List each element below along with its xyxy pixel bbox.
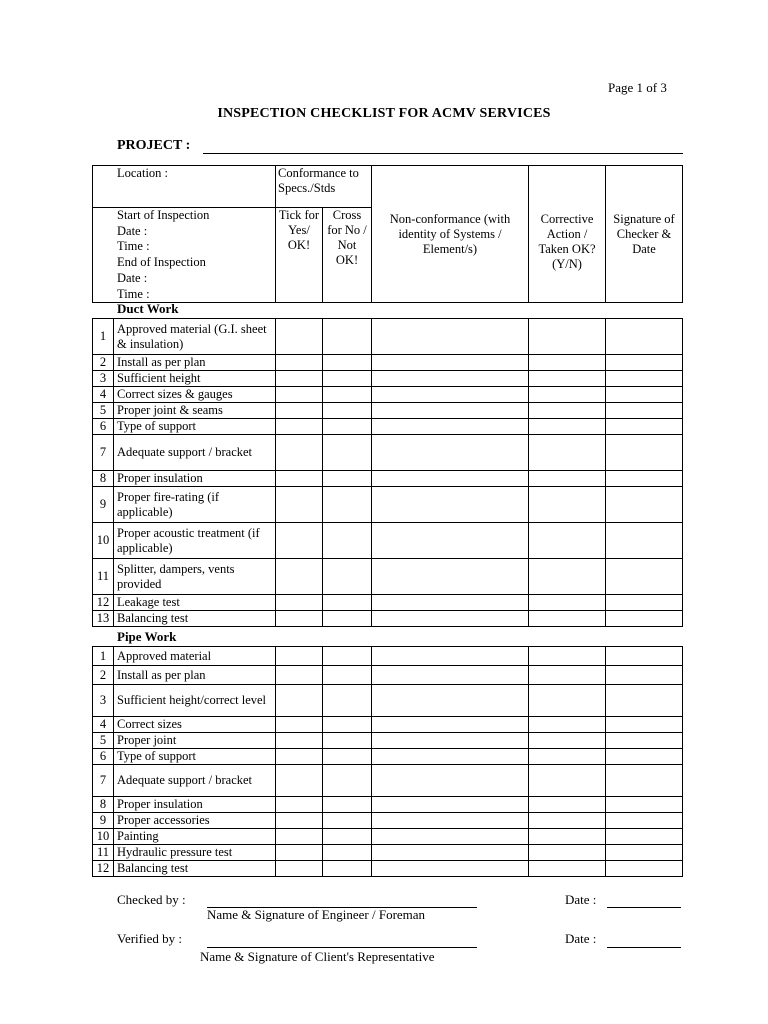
corrective-cell[interactable] — [529, 559, 606, 595]
duct_work-item-number: 11 — [93, 559, 114, 595]
pipe_work-row — [93, 733, 683, 749]
page-number: Page 1 of 3 — [608, 80, 667, 95]
corrective-cell[interactable] — [529, 595, 606, 611]
corrective-cell[interactable] — [529, 749, 606, 765]
corrective-cell[interactable] — [529, 765, 606, 797]
nonconformance-cell[interactable] — [372, 813, 529, 829]
signature-cell[interactable] — [606, 685, 683, 717]
duct_work-item-number: 10 — [93, 523, 114, 559]
duct_work-row — [93, 419, 683, 435]
cross-cell[interactable] — [323, 387, 372, 403]
duct_work-item-label: Correct sizes & gauges — [114, 387, 276, 403]
cross-cell[interactable] — [323, 797, 372, 813]
tick-cell[interactable] — [276, 797, 323, 813]
corrective-cell[interactable] — [529, 471, 606, 487]
corrective-cell[interactable] — [529, 371, 606, 387]
nonconformance-cell[interactable] — [372, 765, 529, 797]
duct_work-row — [93, 387, 683, 403]
tick-cell[interactable] — [276, 829, 323, 845]
duct_work-item-label: Approved material (G.I. sheet & insulation) — [114, 319, 276, 355]
duct_work-row — [93, 559, 683, 595]
duct_work-item-label: Proper insulation — [114, 471, 276, 487]
tick-cell[interactable] — [276, 733, 323, 749]
pipe_work-row — [93, 749, 683, 765]
duct_work-row — [93, 355, 683, 371]
nonconformance-cell[interactable] — [372, 611, 529, 627]
pipe_work-item-number: 7 — [93, 765, 114, 797]
pipe_work-item-number: 10 — [93, 829, 114, 845]
nonconformance-cell[interactable] — [372, 319, 529, 355]
pipe_work-item-label: Install as per plan — [114, 666, 276, 685]
start-date-label: Date : — [117, 223, 148, 238]
start-of-inspection-label: Start of Inspection — [117, 208, 210, 222]
tick-cell[interactable] — [276, 749, 323, 765]
duct_work-row — [93, 471, 683, 487]
project-label: PROJECT : — [117, 138, 191, 153]
nonconformance-cell[interactable] — [372, 523, 529, 559]
verified-by-signature-line[interactable] — [207, 947, 477, 948]
verified-date-line[interactable] — [607, 947, 681, 948]
signature-header: Signature of Checker & Date — [606, 166, 683, 303]
tick-cell[interactable] — [276, 861, 323, 877]
corrective-cell[interactable] — [529, 666, 606, 685]
signature-cell[interactable] — [606, 861, 683, 877]
duct_work-item-label: Proper fire-rating (if applicable) — [114, 487, 276, 523]
signature-cell[interactable] — [606, 595, 683, 611]
signature-cell[interactable] — [606, 797, 683, 813]
pipe_work-item-number: 3 — [93, 685, 114, 717]
tick-cell[interactable] — [276, 487, 323, 523]
nonconformance-cell[interactable] — [372, 595, 529, 611]
cross-cell[interactable] — [323, 611, 372, 627]
cross-cell[interactable] — [323, 861, 372, 877]
pipe_work-row — [93, 717, 683, 733]
corrective-cell[interactable] — [529, 487, 606, 523]
duct_work-item-number: 7 — [93, 435, 114, 471]
duct_work-item-label: Proper joint & seams — [114, 403, 276, 419]
tick-cell[interactable] — [276, 371, 323, 387]
tick-cell[interactable] — [276, 387, 323, 403]
pipe_work-row — [93, 813, 683, 829]
corrective-cell[interactable] — [529, 813, 606, 829]
duct_work-item-number: 4 — [93, 387, 114, 403]
tick-cell[interactable] — [276, 666, 323, 685]
pipe_work-row — [93, 666, 683, 685]
corrective-cell[interactable] — [529, 797, 606, 813]
tick-cell[interactable] — [276, 355, 323, 371]
corrective-cell[interactable] — [529, 435, 606, 471]
corrective-cell[interactable] — [529, 523, 606, 559]
pipe_work-item-number: 1 — [93, 647, 114, 666]
pipe-work-title: Pipe Work — [117, 629, 177, 644]
cross-cell[interactable] — [323, 829, 372, 845]
tick-cell[interactable] — [276, 419, 323, 435]
cross-cell[interactable] — [323, 355, 372, 371]
signature-cell[interactable] — [606, 559, 683, 595]
cross-cell[interactable] — [323, 471, 372, 487]
header-table — [92, 165, 683, 303]
pipe_work-row — [93, 685, 683, 717]
verified-by-caption: Name & Signature of Client's Representative — [200, 949, 435, 964]
signature-cell[interactable] — [606, 435, 683, 471]
tick-cell[interactable] — [276, 595, 323, 611]
signature-cell[interactable] — [606, 371, 683, 387]
tick-cell[interactable] — [276, 319, 323, 355]
signature-cell[interactable] — [606, 666, 683, 685]
signature-cell[interactable] — [606, 523, 683, 559]
pipe_work-item-label: Balancing test — [114, 861, 276, 877]
cross-cell[interactable] — [323, 813, 372, 829]
cross-cell[interactable] — [323, 733, 372, 749]
pipe_work-row — [93, 845, 683, 861]
cross-cell[interactable] — [323, 845, 372, 861]
end-of-inspection-label: End of Inspection — [117, 255, 206, 270]
cross-cell[interactable] — [323, 319, 372, 355]
corrective-cell[interactable] — [529, 319, 606, 355]
pipe_work-item-label: Approved material — [114, 647, 276, 666]
duct_work-item-label: Type of support — [114, 419, 276, 435]
cross-cell[interactable] — [323, 371, 372, 387]
tick-cell[interactable] — [276, 435, 323, 471]
signature-cell[interactable] — [606, 845, 683, 861]
pipe_work-item-label: Proper insulation — [114, 797, 276, 813]
cross-cell[interactable] — [323, 487, 372, 523]
nonconformance-cell[interactable] — [372, 647, 529, 666]
duct_work-row — [93, 435, 683, 471]
conformance-header: Conformance to Specs./Stds — [276, 166, 372, 208]
nonconformance-cell[interactable] — [372, 471, 529, 487]
corrective-cell[interactable] — [529, 611, 606, 627]
duct_work-item-label: Leakage test — [114, 595, 276, 611]
corrective-cell[interactable] — [529, 419, 606, 435]
nonconformance-header: Non-conformance (with identity of Systems / Element/s) — [372, 166, 529, 303]
end-time-label: Time : — [117, 286, 150, 301]
inspection-time-block — [93, 208, 276, 303]
cross-cell[interactable] — [323, 717, 372, 733]
corrective-cell[interactable] — [529, 717, 606, 733]
corrective-cell[interactable] — [529, 845, 606, 861]
nonconformance-cell[interactable] — [372, 685, 529, 717]
nonconformance-cell[interactable] — [372, 419, 529, 435]
tick-header: Tick for Yes/ OK! — [276, 208, 323, 303]
corrective-cell[interactable] — [529, 403, 606, 419]
pipe_work-item-label: Painting — [114, 829, 276, 845]
signature-cell[interactable] — [606, 419, 683, 435]
pipe_work-item-number: 4 — [93, 717, 114, 733]
cross-cell[interactable] — [323, 403, 372, 419]
pipe_work-item-label: Type of support — [114, 749, 276, 765]
duct_work-item-number: 6 — [93, 419, 114, 435]
signature-cell[interactable] — [606, 319, 683, 355]
signature-cell[interactable] — [606, 471, 683, 487]
signature-cell[interactable] — [606, 355, 683, 371]
nonconformance-cell[interactable] — [372, 435, 529, 471]
tick-cell[interactable] — [276, 611, 323, 627]
pipe_work-item-label: Proper accessories — [114, 813, 276, 829]
corrective-cell[interactable] — [529, 647, 606, 666]
pipe_work-item-label: Proper joint — [114, 733, 276, 749]
checked-date-label: Date : — [565, 892, 597, 907]
cross-cell[interactable] — [323, 419, 372, 435]
nonconformance-cell[interactable] — [372, 355, 529, 371]
duct_work-row — [93, 403, 683, 419]
signature-cell[interactable] — [606, 829, 683, 845]
tick-cell[interactable] — [276, 647, 323, 666]
tick-cell[interactable] — [276, 765, 323, 797]
pipe_work-item-number: 12 — [93, 861, 114, 877]
checked-by-label: Checked by : — [117, 892, 186, 907]
cross-cell[interactable] — [323, 765, 372, 797]
signature-cell[interactable] — [606, 765, 683, 797]
tick-cell[interactable] — [276, 523, 323, 559]
duct_work-item-number: 9 — [93, 487, 114, 523]
tick-cell[interactable] — [276, 813, 323, 829]
nonconformance-cell[interactable] — [372, 487, 529, 523]
nonconformance-cell[interactable] — [372, 387, 529, 403]
nonconformance-cell[interactable] — [372, 829, 529, 845]
duct_work-item-number: 3 — [93, 371, 114, 387]
cross-cell[interactable] — [323, 595, 372, 611]
corrective-cell[interactable] — [529, 685, 606, 717]
location-label: Location : — [93, 166, 276, 208]
duct_work-item-label: Adequate support / bracket — [114, 435, 276, 471]
duct_work-row — [93, 611, 683, 627]
end-date-label: Date : — [117, 270, 148, 285]
duct_work-item-label: Balancing test — [114, 611, 276, 627]
duct_work-row — [93, 319, 683, 355]
duct_work-item-label: Splitter, dampers, vents provided — [114, 559, 276, 595]
duct-work-title: Duct Work — [117, 301, 179, 316]
pipe_work-item-label: Hydraulic pressure test — [114, 845, 276, 861]
nonconformance-cell[interactable] — [372, 717, 529, 733]
signature-cell[interactable] — [606, 403, 683, 419]
tick-cell[interactable] — [276, 471, 323, 487]
pipe_work-item-number: 9 — [93, 813, 114, 829]
start-time-label: Time : — [117, 239, 150, 254]
corrective-cell[interactable] — [529, 829, 606, 845]
tick-cell[interactable] — [276, 403, 323, 419]
pipe_work-row — [93, 829, 683, 845]
pipe-work-table — [92, 646, 683, 877]
corrective-cell[interactable] — [529, 861, 606, 877]
duct_work-item-number: 2 — [93, 355, 114, 371]
tick-cell[interactable] — [276, 845, 323, 861]
pipe_work-item-label: Adequate support / bracket — [114, 765, 276, 797]
cross-cell[interactable] — [323, 685, 372, 717]
duct_work-row — [93, 487, 683, 523]
duct_work-item-number: 1 — [93, 319, 114, 355]
pipe_work-item-number: 2 — [93, 666, 114, 685]
duct_work-item-number: 12 — [93, 595, 114, 611]
signature-cell[interactable] — [606, 813, 683, 829]
signature-cell[interactable] — [606, 647, 683, 666]
duct-work-table — [92, 318, 683, 627]
signature-cell[interactable] — [606, 733, 683, 749]
duct_work-item-number: 5 — [93, 403, 114, 419]
nonconformance-cell[interactable] — [372, 371, 529, 387]
signature-cell[interactable] — [606, 717, 683, 733]
nonconformance-cell[interactable] — [372, 666, 529, 685]
checked-date-line[interactable] — [607, 907, 681, 908]
duct_work-row — [93, 595, 683, 611]
page-title: INSPECTION CHECKLIST FOR ACMV SERVICES — [217, 106, 551, 121]
duct_work-item-label: Install as per plan — [114, 355, 276, 371]
cross-cell[interactable] — [323, 749, 372, 765]
corrective-cell[interactable] — [529, 733, 606, 749]
tick-cell[interactable] — [276, 717, 323, 733]
nonconformance-cell[interactable] — [372, 845, 529, 861]
nonconformance-cell[interactable] — [372, 403, 529, 419]
nonconformance-cell[interactable] — [372, 733, 529, 749]
checked-by-caption: Name & Signature of Engineer / Foreman — [207, 907, 426, 922]
nonconformance-cell[interactable] — [372, 749, 529, 765]
nonconformance-cell[interactable] — [372, 559, 529, 595]
duct_work-item-number: 8 — [93, 471, 114, 487]
pipe_work-item-label: Sufficient height/correct level — [114, 685, 276, 717]
verified-date-label: Date : — [565, 931, 597, 946]
pipe_work-item-number: 6 — [93, 749, 114, 765]
pipe_work-row — [93, 797, 683, 813]
corrective-header: Corrective Action / Taken OK? (Y/N) — [529, 166, 606, 303]
cross-cell[interactable] — [323, 647, 372, 666]
tick-cell[interactable] — [276, 559, 323, 595]
cross-cell[interactable] — [323, 666, 372, 685]
duct_work-item-label: Sufficient height — [114, 371, 276, 387]
verified-by-label: Verified by : — [117, 931, 182, 946]
project-field[interactable] — [203, 153, 683, 154]
signature-cell[interactable] — [606, 611, 683, 627]
pipe_work-item-number: 5 — [93, 733, 114, 749]
duct_work-row — [93, 371, 683, 387]
duct_work-item-number: 13 — [93, 611, 114, 627]
cross-cell[interactable] — [323, 523, 372, 559]
signature-cell[interactable] — [606, 487, 683, 523]
pipe_work-row — [93, 647, 683, 666]
pipe_work-item-number: 8 — [93, 797, 114, 813]
pipe_work-item-number: 11 — [93, 845, 114, 861]
signature-cell[interactable] — [606, 749, 683, 765]
corrective-cell[interactable] — [529, 387, 606, 403]
nonconformance-cell[interactable] — [372, 797, 529, 813]
pipe_work-item-label: Correct sizes — [114, 717, 276, 733]
cross-cell[interactable] — [323, 435, 372, 471]
nonconformance-cell[interactable] — [372, 861, 529, 877]
cross-cell[interactable] — [323, 559, 372, 595]
corrective-cell[interactable] — [529, 355, 606, 371]
pipe_work-row — [93, 765, 683, 797]
duct_work-row — [93, 523, 683, 559]
signature-cell[interactable] — [606, 387, 683, 403]
duct_work-item-label: Proper acoustic treatment (if applicable) — [114, 523, 276, 559]
pipe_work-row — [93, 861, 683, 877]
cross-header: Cross for No / Not OK! — [323, 208, 372, 303]
tick-cell[interactable] — [276, 685, 323, 717]
